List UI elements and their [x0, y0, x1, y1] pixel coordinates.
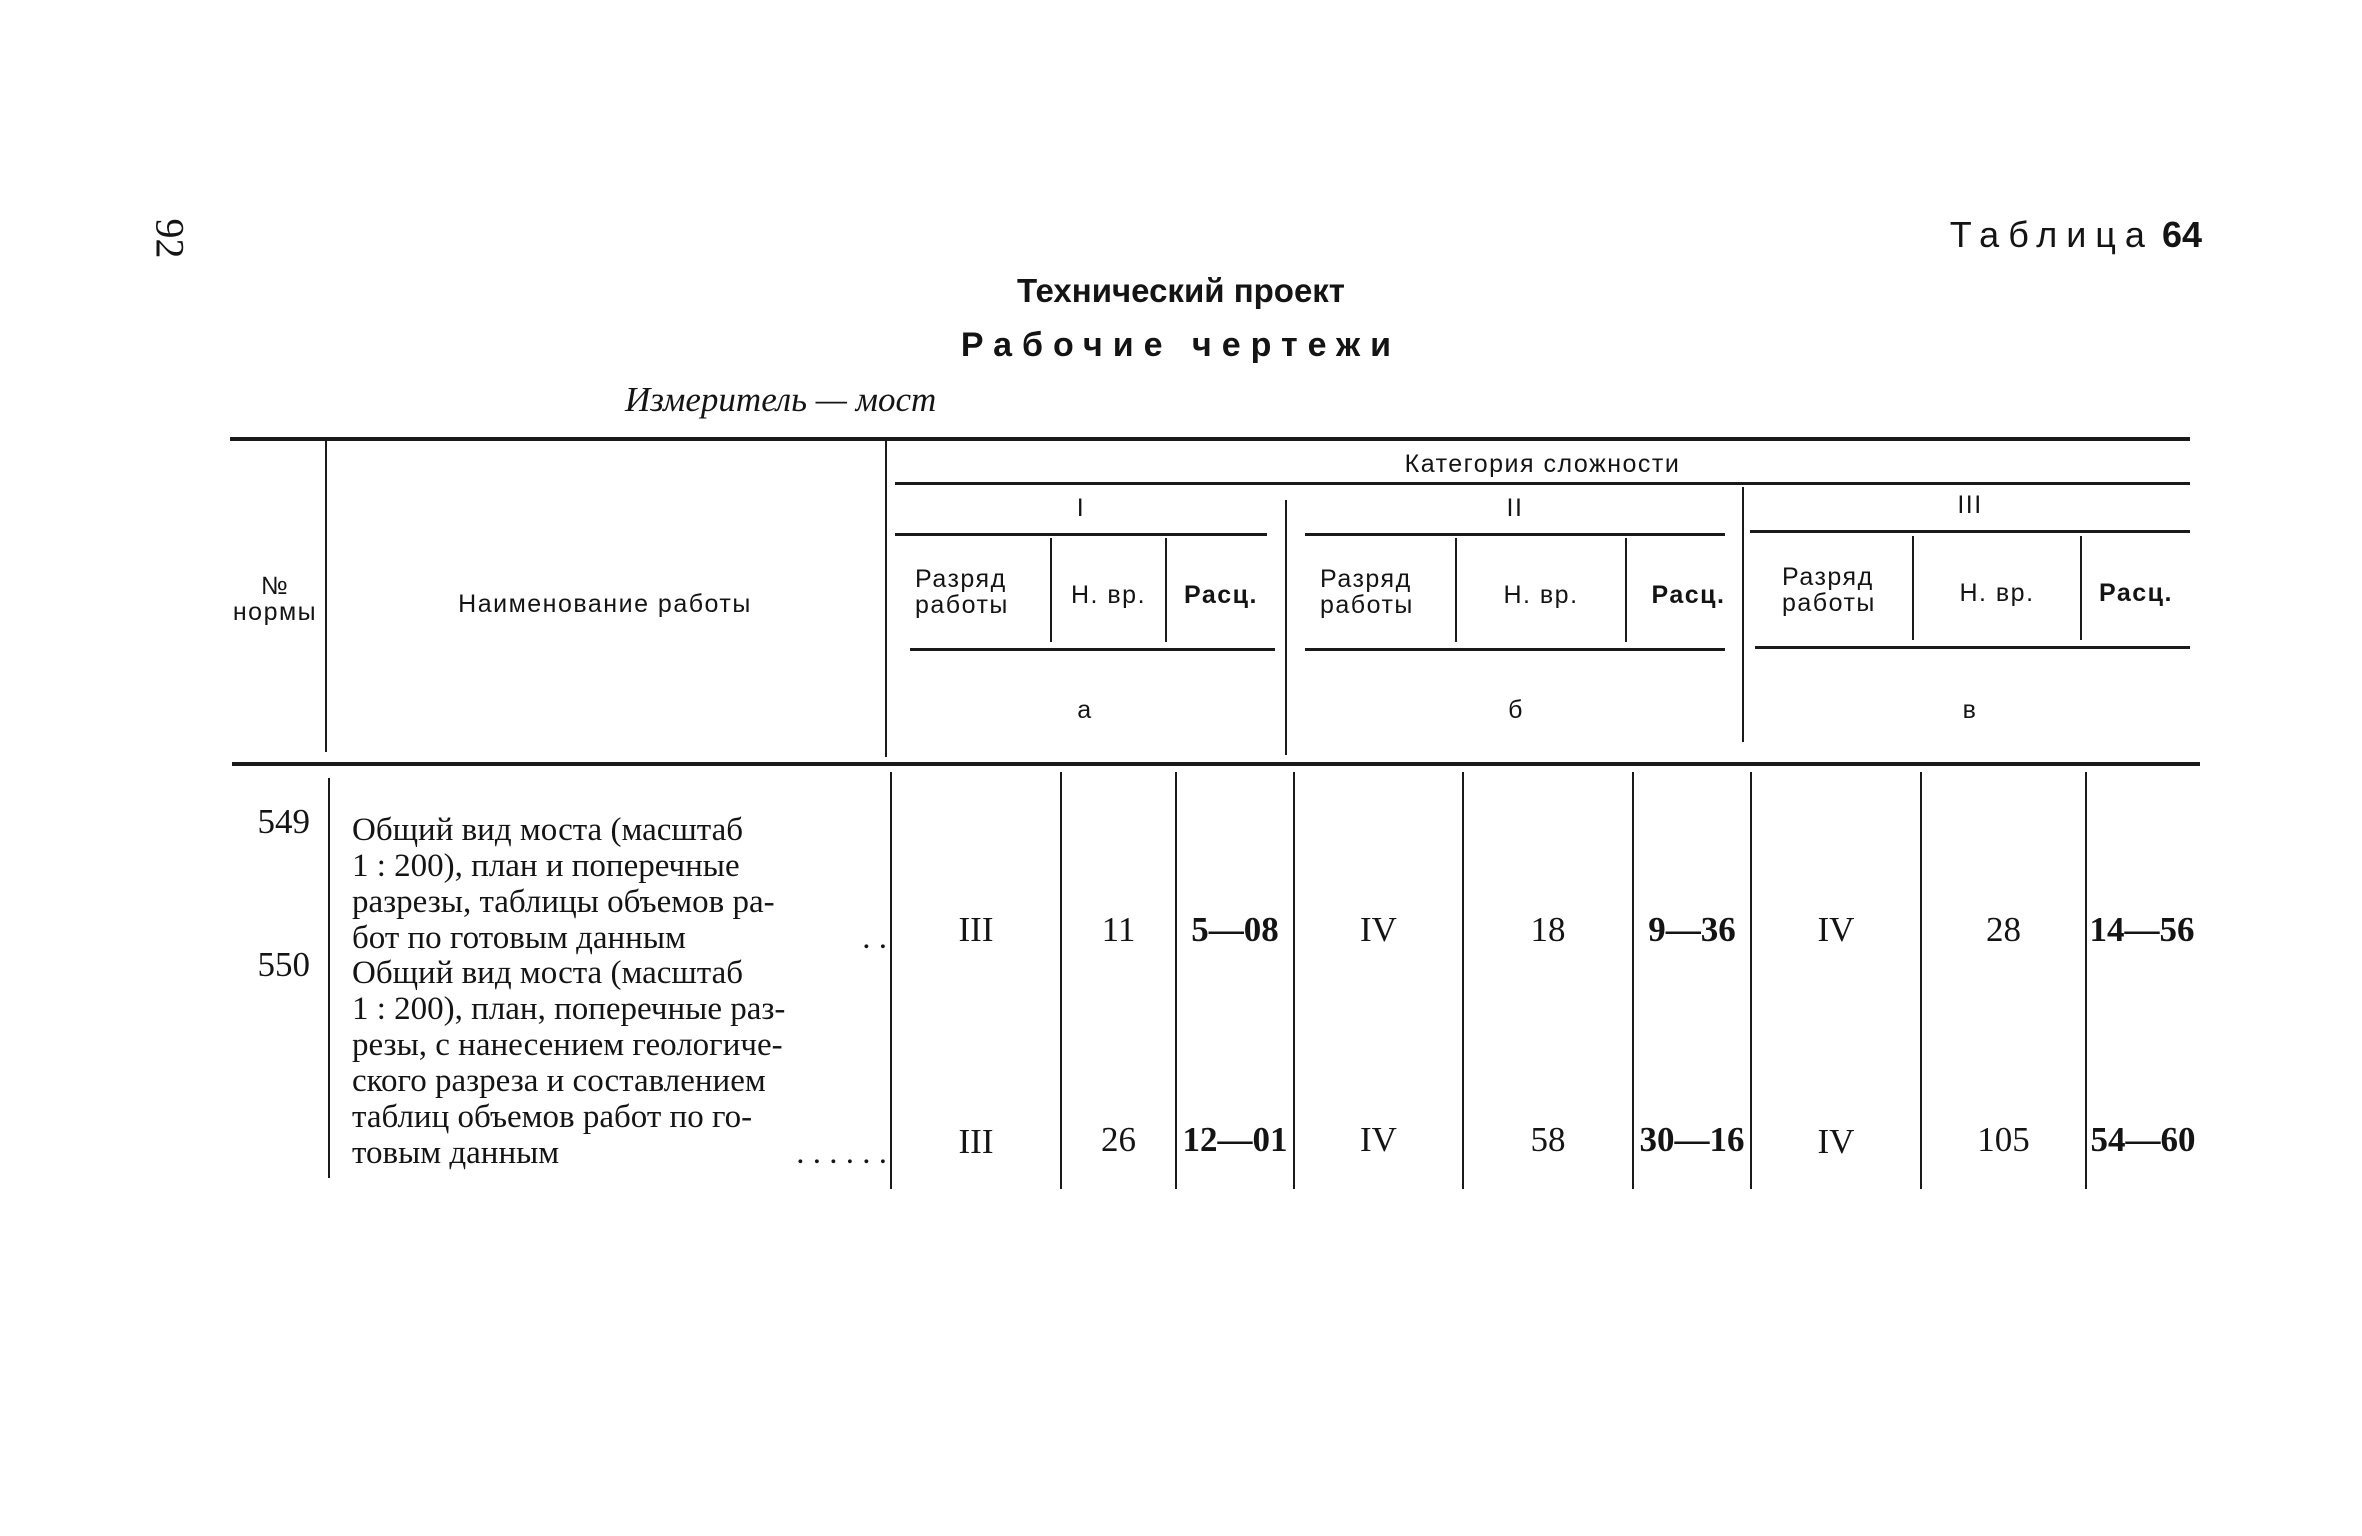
- dot-leader: . .: [862, 920, 887, 956]
- subcol3-rule: [1755, 646, 2190, 649]
- cat3-grade: IV: [1817, 910, 1855, 949]
- document-subtitle: Рабочие чертежи: [960, 326, 1402, 364]
- table-label: Таблица: [1949, 214, 2154, 255]
- category-1-letter: а: [1077, 696, 1093, 724]
- cat3-time-header: Н. вр.: [1959, 579, 2035, 607]
- table-top-rule: [230, 437, 2190, 441]
- cat2-grade: IV: [1360, 1120, 1397, 1159]
- cat3-grade-header: Разряд работы: [1782, 563, 1876, 618]
- cat2-rule: [1305, 533, 1725, 536]
- category-3-letter: в: [1962, 696, 1978, 724]
- col-rule-norm: [325, 441, 327, 752]
- cat2-grade: IV: [1360, 910, 1397, 949]
- category-2-roman: II: [1506, 494, 1524, 522]
- cat3-rule: [1750, 530, 2190, 533]
- table-caption: [1950, 214, 2202, 256]
- work-name: Общий вид моста (масштаб 1 : 200), план и поперечные разрезы, таблицы объемов ра- бот по готовым данным . .: [352, 812, 887, 956]
- body-rule-norm: [328, 778, 330, 1178]
- dot-leader: . . . . . .: [796, 1135, 887, 1171]
- col-rule-cat3: [1742, 487, 1744, 742]
- cat3-grade: IV: [1817, 1122, 1855, 1161]
- work-name-header: Наименование работы: [458, 590, 752, 618]
- cat1-grade: III: [958, 1122, 994, 1161]
- complexity-header: Категория сложности: [1404, 450, 1681, 478]
- cat3-rate-header: Расц.: [2099, 579, 2173, 607]
- col-rule-cat2: [1285, 500, 1287, 755]
- norm-no-header: [225, 573, 325, 626]
- category-1-roman: I: [1076, 494, 1086, 522]
- cat1-time-header: Н. вр.: [1070, 581, 1147, 609]
- work-name: Общий вид моста (масштаб 1 : 200), план, поперечные раз- резы, с нанесением геологиче- ского разреза и составлением таблиц объемов работ по го- товым данным . . . . . .: [352, 955, 887, 1171]
- cat2-grade-header: Разряд работы: [1320, 565, 1414, 620]
- meter-label: Измеритель — мост: [625, 380, 937, 419]
- table-number: 64: [2161, 214, 2202, 255]
- cat2-time: 18: [1530, 910, 1566, 949]
- cat1-time: 11: [1101, 910, 1136, 949]
- cat1-grade-header: Разряд работы: [915, 565, 1009, 620]
- page-number: 92: [147, 218, 193, 259]
- header-bottom-rule: [232, 762, 2200, 766]
- cat1-time: 26: [1101, 1120, 1136, 1159]
- category-3-roman: III: [1957, 491, 1983, 519]
- cat2-rate: 9—36: [1648, 910, 1736, 949]
- cat2-time-header: Н. вр.: [1503, 581, 1579, 609]
- norm-number: 550: [257, 945, 310, 984]
- subcol1-rule: [910, 648, 1275, 651]
- norm-no-line1: №: [260, 572, 290, 600]
- cat2-time: 58: [1530, 1120, 1566, 1159]
- cat1-rate: 12—01: [1182, 1120, 1288, 1159]
- col-rule-name: [885, 441, 887, 757]
- document-title: Технический проект: [1017, 272, 1345, 309]
- cat1-rule: [895, 533, 1267, 536]
- cat2-rate-header: Расц.: [1651, 581, 1726, 609]
- cat1-rate-header: Расц.: [1184, 581, 1258, 609]
- cat2-rate: 30—16: [1639, 1120, 1745, 1159]
- cat1-rate: 5—08: [1191, 910, 1279, 949]
- cat3-rate: 54—60: [2090, 1120, 2196, 1159]
- cat3-time: 105: [1977, 1120, 2030, 1159]
- subcol2-rule: [1305, 648, 1725, 651]
- norm-no-line2: нормы: [232, 598, 318, 627]
- category-2-letter: б: [1508, 696, 1524, 724]
- cat3-time: 28: [1986, 910, 2021, 949]
- cat3-rate: 14—56: [2089, 910, 2195, 949]
- complexity-rule: [895, 482, 2190, 485]
- norm-number: 549: [257, 802, 310, 841]
- cat1-grade: III: [958, 910, 994, 949]
